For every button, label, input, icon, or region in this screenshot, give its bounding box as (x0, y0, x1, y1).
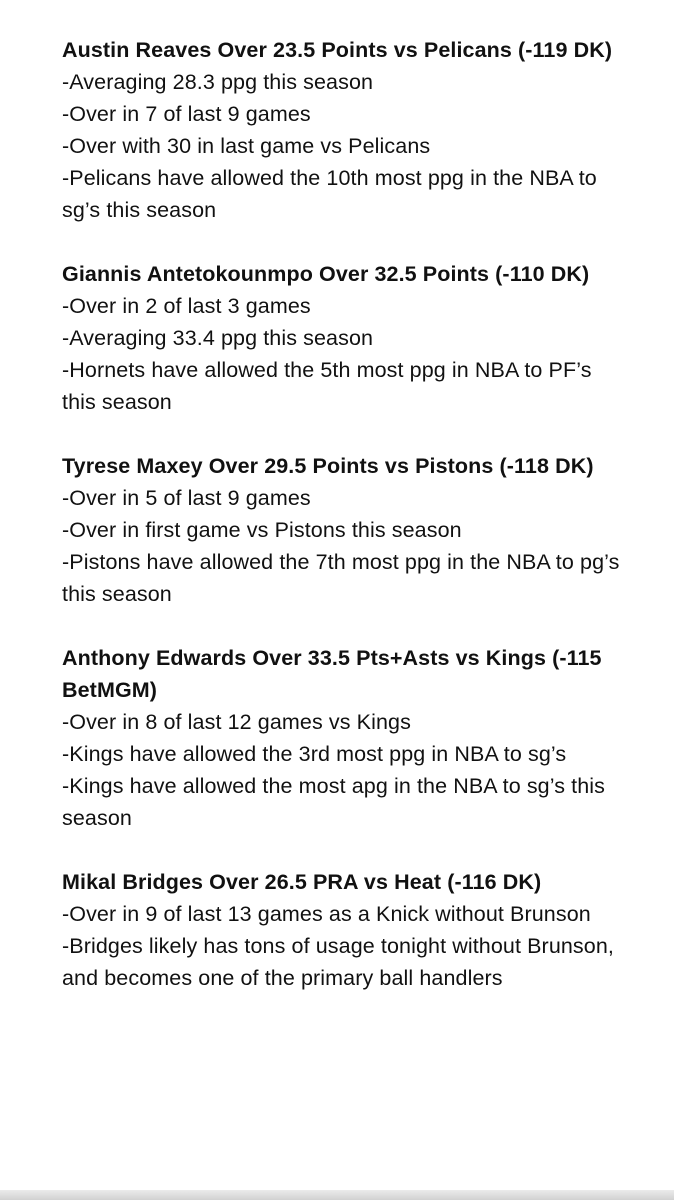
pick-note: -Kings have allowed the 3rd most ppg in NBA to sg’s (62, 742, 567, 766)
pick-note: -Averaging 33.4 ppg this season (62, 326, 374, 350)
pick-note: -Over in 5 of last 9 games (62, 486, 311, 510)
pick-title: Austin Reaves Over 23.5 Points vs Pelicans (-119 DK) (62, 38, 613, 62)
pick-anthony-edwards (62, 642, 622, 834)
pick-title: Anthony Edwards Over 33.5 Pts+Asts vs Kings (-115 BetMGM) (62, 646, 602, 702)
pick-note: -Bridges likely has tons of usage tonight without Brunson, and becomes one of the primary ball handlers (62, 934, 614, 990)
pick-note: -Pelicans have allowed the 10th most ppg in the NBA to sg’s this season (62, 166, 597, 222)
pick-note: -Kings have allowed the most apg in the NBA to sg’s this season (62, 774, 606, 830)
pick-note: -Hornets have allowed the 5th most ppg in NBA to PF’s this season (62, 358, 592, 414)
pick-title: Mikal Bridges Over 26.5 PRA vs Heat (-116 DK) (62, 870, 542, 894)
pick-note: -Over with 30 in last game vs Pelicans (62, 134, 431, 158)
pick-note: -Pistons have allowed the 7th most ppg in the NBA to pg’s this season (62, 550, 620, 606)
pick-note: -Over in 7 of last 9 games (62, 102, 311, 126)
pick-austin-reaves (62, 34, 622, 226)
pick-tyrese-maxey (62, 450, 622, 610)
pick-title: Giannis Antetokounmpo Over 32.5 Points (-110 DK) (62, 262, 590, 286)
pick-note: -Over in first game vs Pistons this season (62, 518, 462, 542)
pick-mikal-bridges (62, 866, 622, 994)
pick-giannis-antetokounmpo (62, 258, 622, 418)
pick-note: -Over in 9 of last 13 games as a Knick without Brunson (62, 902, 591, 926)
bottom-edge-shadow (0, 1190, 674, 1200)
picks-document (62, 34, 622, 1026)
pick-note: -Over in 8 of last 12 games vs Kings (62, 710, 411, 734)
pick-note: -Averaging 28.3 ppg this season (62, 70, 374, 94)
pick-note: -Over in 2 of last 3 games (62, 294, 311, 318)
pick-title: Tyrese Maxey Over 29.5 Points vs Pistons (-118 DK) (62, 454, 594, 478)
